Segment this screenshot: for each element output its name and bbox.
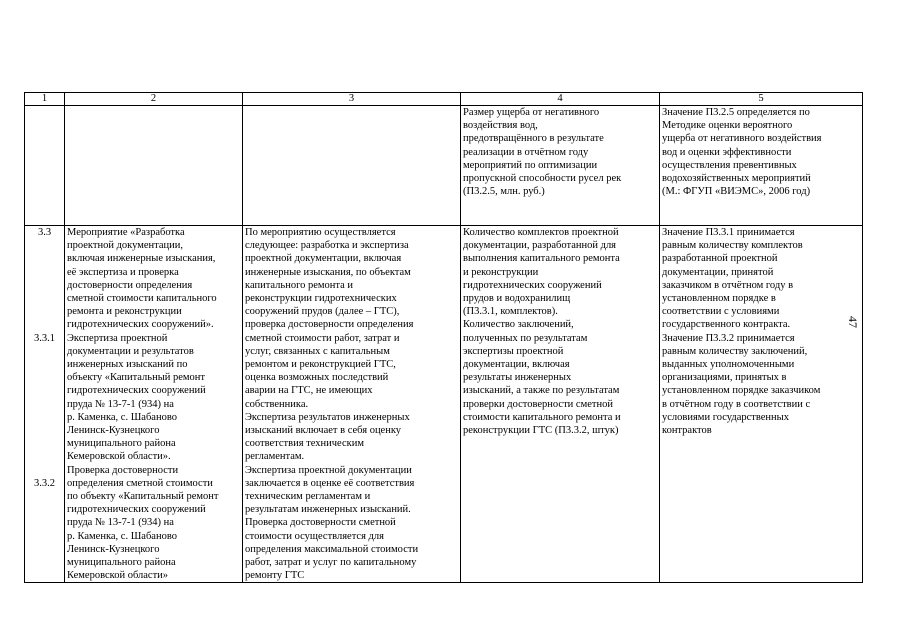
header-cell-4: 4: [461, 93, 660, 106]
header-cell-2: 2: [65, 93, 243, 106]
page-number: 47: [846, 316, 860, 328]
document-table: [24, 92, 863, 583]
table-row-intro: [25, 106, 863, 226]
header-cell-5: 5: [660, 93, 863, 106]
intro-cell-1: [25, 106, 65, 226]
method-cell: Значение П3.3.1 принимается равным количеству комплектов разработанной проектной документации, принятой заказчиком в отчётном году в установленном порядке в соответствии с условиями государственного контракта. Значение П3.3.2 принимается равным количеству заключений, выданных уполномоченными организациями, принятых в установленном порядке заказчиком в отчётном году в соответствии с условиями государственных контрактов: [660, 226, 863, 583]
measure-name-cell: Мероприятие «Разработка проектной документации, включая инженерные изыскания, её экспертиза и проверка достоверности определения сметной стоимости капитального ремонта и реконструкции гидротехнических сооружений». Экспертиза проектной документации и результатов инженерных изысканий по объекту «Капитальный ремонт гидротехнических сооружений пруда № 13-7-1 (934) на р. Каменка, с. Шабаново Ленинск-Кузнецкого муниципального района Кемеровской области». Проверка достоверности определения сметной стоимости по объекту «Капитальный ремонт гидротехнических сооружений пруда № 13-7-1 (934) на р. Каменка, с. Шабаново Ленинск-Кузнецкого муниципального района Кемеровской области»: [65, 226, 243, 583]
table-row-3-3: [25, 226, 863, 583]
intro-cell-2: [65, 106, 243, 226]
intro-cell-3: [243, 106, 461, 226]
header-row: [25, 93, 863, 106]
indicator-cell: Количество комплектов проектной документации, разработанной для выполнения капитального ремонта и реконструкции гидротехнических сооружений прудов и водохранилищ (П3.3.1, комплектов). Количество заключений, полученных по результатам экспертизы проектной документации, включая результаты инженерных изысканий, а также по результатам проверки достоверности сметной стоимости капитального ремонта и реконструкции ГТС (П3.3.2, штук): [461, 226, 660, 583]
intro-indicator-cell: Размер ущерба от негативного воздействия вод, предотвращённого в результате реализации в отчётном году мероприятий по оптимизации пропускной способности русел рек (П3.2.5, млн. руб.): [461, 106, 660, 226]
header-cell-1: 1: [25, 93, 65, 106]
header-cell-3: 3: [243, 93, 461, 106]
item-number-cell: 3.3 3.3.1 3.3.2: [25, 226, 65, 583]
measure-description-cell: По мероприятию осуществляется следующее: разработка и экспертиза проектной документации, включая инженерные изыскания, по объектам капитального ремонта и реконструкции гидротехнических сооружений прудов (далее – ГТС), проверка достоверности определения сметной стоимости работ, затрат и услуг, связанных с капитальным ремонтом и реконструкцией ГТС, оценка возможных последствий аварии на ГТС, не имеющих собственника. Экспертиза результатов инженерных изысканий включает в себя оценку соответствия техническим регламентам. Экспертиза проектной документации заключается в оценке её соответствия техническим регламентам и результатам инженерных изысканий. Проверка достоверности сметной стоимости осуществляется для определения максимальной стоимости работ, затрат и услуг по капитальному ремонту ГТС: [243, 226, 461, 583]
intro-method-cell: Значение П3.2.5 определяется по Методике оценки вероятного ущерба от негативного воздействия вод и оценки эффективности осуществления превентивных водохозяйственных мероприятий (М.: ФГУП «ВИЭМС», 2006 год): [660, 106, 863, 226]
